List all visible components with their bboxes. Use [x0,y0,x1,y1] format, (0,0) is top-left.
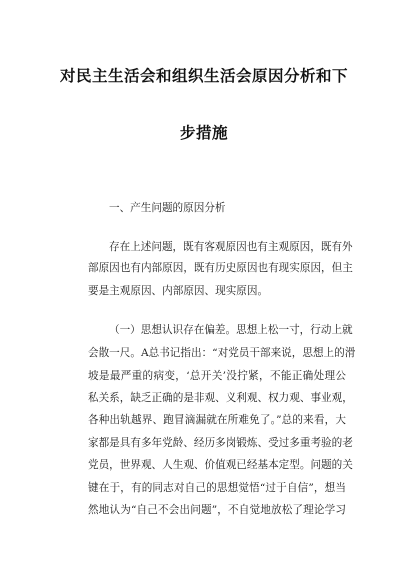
paragraph-2-line: 党员，世界观、人生观、价值观已经基本定型。问题的关 [88,459,353,471]
paragraph-1-line: 要是主观原因、内部原因、现实原因。 [88,285,269,297]
paragraph-2-line: 私关系，缺乏正确的是非观、义利观、权力观、事业观， [88,392,353,404]
section-heading: 一、产生问题的原因分析 [109,202,226,214]
paragraph-2-line: （一）思想认识存在偏差。思想上松一寸，行动上就 [109,324,353,336]
paragraph-1-line: 存在上述问题，既有客观原因也有主观原因，既有外 [109,241,353,253]
paragraph-2-line: 会散一尺。A总书记指出：“对党员干部来说，思想上的滑 [88,347,356,359]
document-title-line-2: 步措施 [179,124,228,142]
paragraph-2-line: 然地认为“自己不会出问题”，不自觉地放松了理论学习 [88,504,346,516]
paragraph-2-line: 键在于，有的同志对自己的思想觉悟“过于自信”，想当 [88,482,346,494]
paragraph-2-line: 家都是具有多年党龄、经历多岗锻炼、受过多重考验的老 [88,437,353,449]
paragraph-2-line: 坡是最严重的病变，‘总开关’没拧紧，不能正确处理公 [88,370,346,382]
document-title-line-1: 对民主生活会和组织生活会原因分析和下 [59,67,348,85]
paragraph-2-line: 各种出轨越界、跑冒滴漏就在所难免了。”总的来看，大 [88,414,346,426]
paragraph-1-line: 部原因也有内部原因，既有历史原因也有现实原因，但主 [88,262,353,274]
